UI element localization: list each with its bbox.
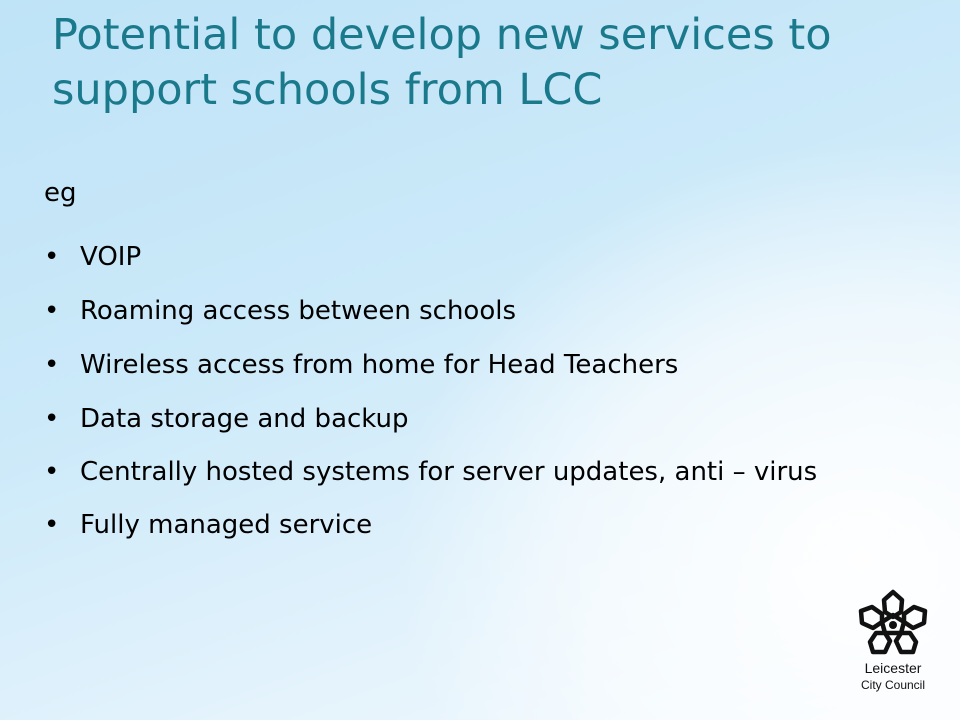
bullet-text: Centrally hosted systems for server updates, anti – virus	[80, 457, 818, 487]
list-item	[44, 235, 864, 279]
list-item	[44, 451, 864, 493]
list-item	[44, 289, 864, 333]
slide-title: Potential to develop new services to support schools from LCC	[52, 10, 832, 115]
slide-body	[44, 172, 864, 557]
bullet-text: Fully managed service	[80, 510, 373, 540]
bullet-text: Data storage and backup	[80, 404, 409, 434]
bullet-dot: •	[44, 404, 60, 434]
council-logo	[838, 588, 948, 708]
rose-icon	[854, 588, 932, 658]
list-item	[44, 503, 864, 547]
bullet-list	[44, 235, 864, 547]
bullet-text: Roaming access between schools	[80, 296, 517, 326]
bullet-dot: •	[44, 350, 60, 380]
bullet-dot: •	[44, 510, 60, 540]
intro-text: eg	[44, 178, 77, 208]
logo-line-1: Leicester	[864, 660, 922, 676]
bullet-dot: •	[44, 242, 60, 272]
list-item	[44, 397, 864, 441]
bullet-text: Wireless access from home for Head Teachers	[80, 350, 679, 380]
bullet-dot: •	[44, 296, 60, 326]
bullet-text: VOIP	[80, 242, 142, 272]
bullet-dot: •	[44, 457, 60, 487]
list-item	[44, 343, 864, 387]
logo-line-2: City Council	[860, 678, 926, 692]
